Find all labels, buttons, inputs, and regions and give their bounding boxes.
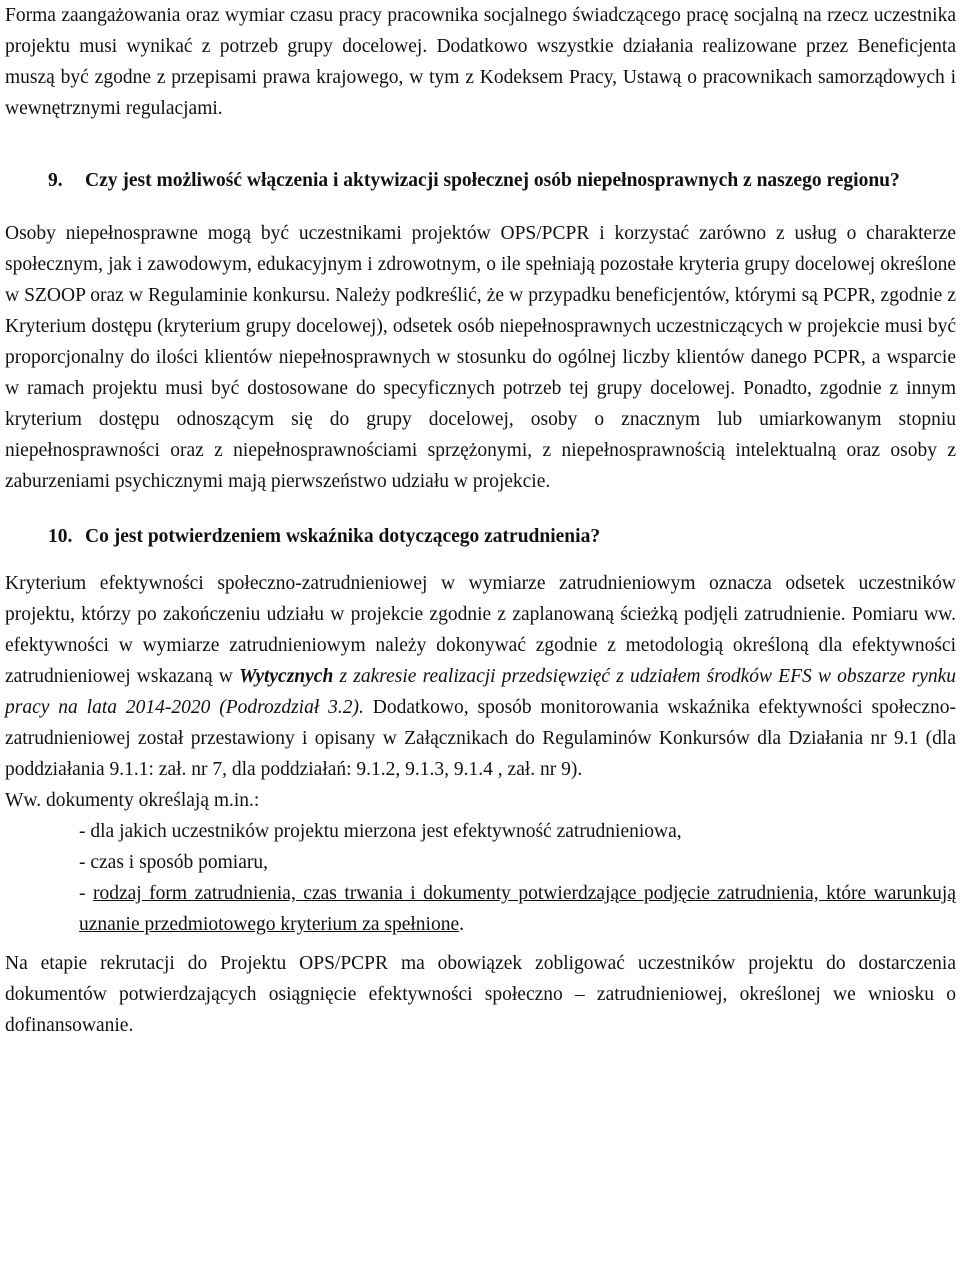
- list-item: - czas i sposób pomiaru,: [79, 852, 269, 873]
- question-9-title: Czy jest możliwość włączenia i aktywizacji społecznej osób niepełnosprawnych z naszego regionu?: [85, 170, 900, 191]
- answer-10-part1: Kryterium efektywności społeczno-zatrudnieniowej w wymiarze zatrudnieniowym oznacza odsetek uczestników projektu, którzy po zakończeniu udziału w projekcie zgodnie z zaplanowaną ścieżką podjęli zatrudnienie. Pomiaru ww. efektywności w wymiarze zatrudnieniowym należy dokonywać zgodnie z metodologią określoną dla efektywności zatrudnieniowej wskazaną w: [5, 573, 956, 687]
- list-item-end: .: [459, 914, 464, 935]
- answer-10-italic: z zakresie realizacji przedsięwzięć z udziałem środków EFS w obszarze rynku pracy na lata 2014-2020 (Podrozdział 3.2).: [5, 666, 956, 718]
- question-9-heading: [5, 165, 956, 196]
- documents-intro: Ww. dokumenty określają m.in.:: [5, 790, 260, 811]
- question-10-heading: [5, 521, 956, 552]
- list-item-underlined: rodzaj form zatrudnienia, czas trwania i dokumenty potwierdzające podjęcie zatrudnienia, które warunkują uznanie przedmiotowego kryterium za spełnione: [79, 883, 956, 935]
- answer-10-part2: Dodatkowo, sposób monitorowania wskaźnika efektywności społeczno-zatrudnieniowej został przestawiony i opisany w Załącznikach do Regulaminów Konkursów dla Działania nr 9.1 (dla poddziałania 9.1.1: zał. nr 7, dla poddziałań: 9.1.2, 9.1.3, 9.1.4 , zał. nr 9).: [5, 697, 956, 780]
- list-item-dash: -: [79, 883, 93, 904]
- answer-10-paragraph: [5, 568, 956, 785]
- question-10-number: 10.: [48, 526, 73, 547]
- question-9-number: 9.: [48, 170, 63, 191]
- documents-list: [5, 816, 956, 940]
- closing-paragraph: Na etapie rekrutacji do Projektu OPS/PCPR ma obowiązek zobligować uczestników projektu do dostarczenia dokumentów potwierdzających osiągnięcie efektywności społeczno – zatrudnieniowej, określonej we wniosku o dofinansowanie.: [5, 953, 956, 1036]
- answer-9-paragraph: Osoby niepełnosprawne mogą być uczestnikami projektów OPS/PCPR i korzystać zarówno z usług o charakterze społecznym, jak i zawodowym, edukacyjnym i zdrowotnym, o ile spełniają pozostałe kryteria grupy docelowej określone w SZOOP oraz w Regulaminie konkursu. Należy podkreślić, że w przypadku beneficjentów, którymi są PCPR, zgodnie z Kryterium dostępu (kryterium grupy docelowej), odsetek osób niepełnosprawnych uczestniczących w projekcie musi być proporcjonalny do ilości klientów niepełnosprawnych w stosunku do ogólnej liczby klientów danego PCPR, a wsparcie w ramach projektu musi być dostosowane do specyficznych potrzeb tej grupy docelowej. Ponadto, zgodnie z innym kryterium dostępu odnoszącym się do grupy docelowej, osoby o znacznym lub umiarkowanym stopniu niepełnosprawności oraz z niepełnosprawnościami sprzężonymi, z niepełnosprawnością intelektualną oraz osoby z zaburzeniami psychicznymi mają pierwszeństwo udziału w projekcie.: [5, 223, 956, 492]
- list-item: [79, 878, 956, 940]
- list-item: - dla jakich uczestników projektu mierzona jest efektywność zatrudnieniowa,: [79, 821, 682, 842]
- wytycznych-term: Wytycznych: [239, 666, 334, 687]
- question-10-title: Co jest potwierdzeniem wskaźnika dotyczącego zatrudnienia?: [85, 526, 601, 547]
- intro-paragraph: Forma zaangażowania oraz wymiar czasu pracy pracownika socjalnego świadczącego pracę socjalną na rzecz uczestnika projektu musi wynikać z potrzeb grupy docelowej. Dodatkowo wszystkie działania realizowane przez Beneficjenta muszą być zgodne z przepisami prawa krajowego, w tym z Kodeksem Pracy, Ustawą o pracownikach samorządowych i wewnętrznymi regulacjami.: [5, 5, 956, 119]
